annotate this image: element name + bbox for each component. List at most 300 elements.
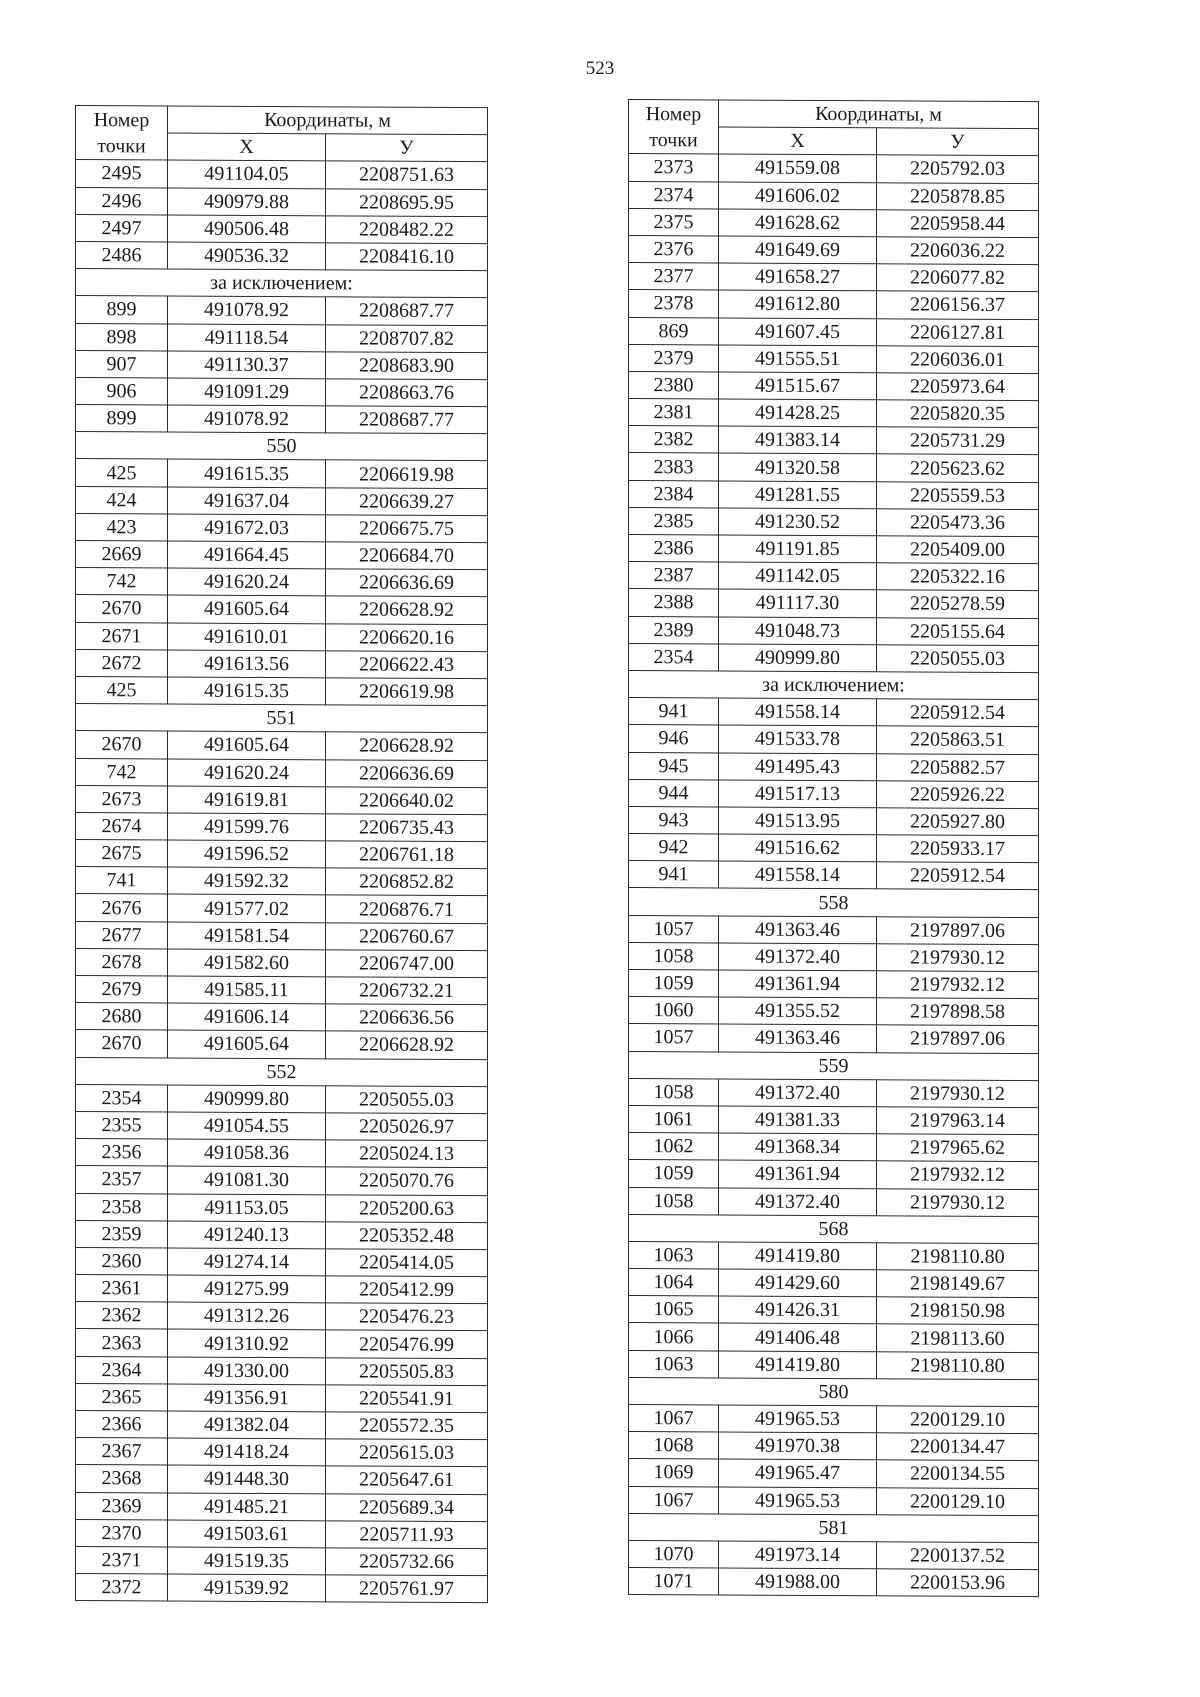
y-coordinate-cell: 2206036.22 <box>877 237 1039 265</box>
point-number-cell: 2371 <box>76 1546 168 1574</box>
y-coordinate-cell: 2205412.99 <box>326 1276 488 1304</box>
y-coordinate-cell: 2205026.97 <box>326 1113 488 1141</box>
x-coordinate-cell: 491048.73 <box>719 617 877 645</box>
y-coordinate-cell: 2206760.67 <box>326 922 488 950</box>
table-row <box>76 350 488 379</box>
table-row <box>629 1296 1039 1325</box>
coordinates-table-left <box>75 105 488 1603</box>
point-number-cell: 869 <box>629 317 719 345</box>
point-number-cell: 2680 <box>76 1003 168 1031</box>
point-number-cell: 2387 <box>629 562 719 590</box>
point-number-cell: 2367 <box>76 1438 168 1466</box>
point-number-cell: 2380 <box>629 371 719 399</box>
point-number-cell: 741 <box>76 867 168 895</box>
coordinates-header: Координаты, м <box>168 106 488 135</box>
y-coordinate-cell: 2200134.47 <box>877 1433 1039 1461</box>
table-body-left <box>76 160 488 1603</box>
y-coordinate-cell: 2208482.22 <box>326 216 488 244</box>
point-number-cell: 2355 <box>76 1111 168 1139</box>
x-coordinate-cell: 491153.05 <box>168 1193 326 1221</box>
point-number-cell: 2370 <box>76 1519 168 1547</box>
table-row <box>76 976 488 1005</box>
table-row <box>629 1432 1039 1461</box>
point-number-cell: 1067 <box>629 1486 719 1514</box>
y-coordinate-cell: 2197930.12 <box>877 1188 1039 1216</box>
y-coordinate-cell: 2205070.76 <box>326 1167 488 1195</box>
table-row <box>76 1438 488 1467</box>
point-number-cell: 2385 <box>629 507 719 535</box>
x-coordinate-cell: 491274.14 <box>168 1248 326 1276</box>
x-coordinate-cell: 491281.55 <box>719 481 877 509</box>
y-coordinate-cell: 2206619.98 <box>326 678 488 706</box>
y-coordinate-cell: 2205792.03 <box>877 155 1039 183</box>
y-coordinate-cell: 2205882.57 <box>877 753 1039 781</box>
table-row <box>76 758 488 787</box>
x-coordinate-cell: 490999.80 <box>168 1085 326 1113</box>
point-number-cell: 2675 <box>76 840 168 868</box>
table-row <box>76 1166 488 1195</box>
y-column-header: У <box>877 128 1039 156</box>
point-number-cell: 2674 <box>76 812 168 840</box>
x-coordinate-cell: 490536.32 <box>168 242 326 270</box>
section-label: 552 <box>76 1057 488 1086</box>
point-number-cell: 1058 <box>629 1187 719 1215</box>
point-number-cell: 424 <box>76 486 168 514</box>
table-row <box>629 698 1039 727</box>
point-number-header <box>76 106 168 161</box>
y-coordinate-cell: 2205647.61 <box>326 1466 488 1494</box>
point-number-cell: 1057 <box>629 1024 719 1052</box>
x-coordinate-cell: 491310.92 <box>168 1329 326 1357</box>
table-row <box>76 377 488 406</box>
y-coordinate-cell: 2208683.90 <box>326 351 488 379</box>
point-number-cell: 2671 <box>76 622 168 650</box>
point-number-cell: 1061 <box>629 1105 719 1133</box>
x-coordinate-cell: 491658.27 <box>719 263 877 291</box>
table-row <box>76 1111 488 1140</box>
table-row <box>76 1139 488 1168</box>
x-coordinate-cell: 491628.62 <box>719 209 877 237</box>
y-coordinate-cell: 2205055.03 <box>326 1086 488 1114</box>
table-row <box>76 840 488 869</box>
x-coordinate-cell: 491965.53 <box>719 1405 877 1433</box>
point-number-cell: 2377 <box>629 263 719 291</box>
y-coordinate-cell: 2200137.52 <box>877 1542 1039 1570</box>
table-row <box>629 480 1039 509</box>
coordinates-table-right <box>628 99 1039 1597</box>
table-row <box>76 1329 488 1358</box>
point-number-cell: 2357 <box>76 1166 168 1194</box>
x-coordinate-cell: 491965.47 <box>719 1459 877 1487</box>
table-row <box>629 344 1039 373</box>
point-number-header <box>629 100 719 155</box>
section-label: 568 <box>629 1214 1039 1243</box>
point-number-cell: 742 <box>76 568 168 596</box>
table-row <box>76 595 488 624</box>
point-number-cell: 943 <box>629 806 719 834</box>
y-coordinate-cell: 2206876.71 <box>326 895 488 923</box>
y-coordinate-cell: 2205926.22 <box>877 780 1039 808</box>
table-row <box>76 1492 488 1521</box>
x-coordinate-cell: 491382.04 <box>168 1411 326 1439</box>
x-coordinate-cell: 491361.94 <box>719 1160 877 1188</box>
point-number-cell: 2356 <box>76 1139 168 1167</box>
table-row <box>629 290 1039 319</box>
x-coordinate-cell: 491361.94 <box>719 970 877 998</box>
table-row <box>629 915 1039 944</box>
point-number-cell: 907 <box>76 350 168 378</box>
y-coordinate-cell: 2206732.21 <box>326 977 488 1005</box>
y-coordinate-cell: 2205476.99 <box>326 1330 488 1358</box>
x-coordinate-cell: 491620.24 <box>168 758 326 786</box>
x-coordinate-cell: 491973.14 <box>719 1541 877 1569</box>
y-coordinate-cell: 2205623.62 <box>877 454 1039 482</box>
x-coordinate-cell: 490979.88 <box>168 188 326 216</box>
point-number-cell: 1066 <box>629 1323 719 1351</box>
y-coordinate-cell: 2206684.70 <box>326 542 488 570</box>
x-coordinate-cell: 490999.80 <box>719 644 877 672</box>
point-number-cell: 2360 <box>76 1247 168 1275</box>
x-coordinate-cell: 491664.45 <box>168 541 326 569</box>
point-number-cell: 2383 <box>629 453 719 481</box>
x-coordinate-cell: 490506.48 <box>168 215 326 243</box>
y-coordinate-cell: 2198110.80 <box>877 1243 1039 1271</box>
x-coordinate-cell: 491513.95 <box>719 807 877 835</box>
point-number-cell: 2361 <box>76 1275 168 1303</box>
y-coordinate-cell: 2205559.53 <box>877 481 1039 509</box>
x-coordinate-cell: 491558.14 <box>719 861 877 889</box>
table-row <box>76 867 488 896</box>
point-number-cell: 2358 <box>76 1193 168 1221</box>
point-number-cell: 2365 <box>76 1383 168 1411</box>
point-number-cell: 1058 <box>629 942 719 970</box>
table-row <box>76 812 488 841</box>
y-coordinate-cell: 2205761.97 <box>326 1575 488 1603</box>
page-number: 523 <box>585 58 615 79</box>
y-coordinate-cell: 2205933.17 <box>877 835 1039 863</box>
table-row <box>629 806 1039 835</box>
y-coordinate-cell: 2205863.51 <box>877 726 1039 754</box>
table-row <box>76 1302 488 1331</box>
point-number-cell: 2382 <box>629 426 719 454</box>
x-coordinate-cell: 491356.91 <box>168 1384 326 1412</box>
y-coordinate-cell: 2206675.75 <box>326 515 488 543</box>
point-number-cell: 1062 <box>629 1133 719 1161</box>
point-number-cell: 2376 <box>629 235 719 263</box>
point-number-cell: 2354 <box>629 643 719 671</box>
section-row <box>629 1377 1039 1406</box>
x-coordinate-cell: 491372.40 <box>719 1079 877 1107</box>
y-coordinate-cell: 2200134.55 <box>877 1460 1039 1488</box>
table-row <box>76 459 488 488</box>
y-coordinate-cell: 2205541.91 <box>326 1385 488 1413</box>
point-number-cell: 2354 <box>76 1084 168 1112</box>
table-row <box>629 208 1039 237</box>
section-label: 581 <box>629 1513 1039 1542</box>
x-coordinate-cell: 491081.30 <box>168 1166 326 1194</box>
x-coordinate-cell: 491448.30 <box>168 1465 326 1493</box>
x-coordinate-cell: 491495.43 <box>719 752 877 780</box>
table-row <box>76 1356 488 1385</box>
section-row <box>76 432 488 461</box>
y-coordinate-cell: 2198149.67 <box>877 1270 1039 1298</box>
point-number-cell: 2378 <box>629 290 719 318</box>
table-row <box>76 1247 488 1276</box>
table-row <box>629 453 1039 482</box>
table-row <box>76 513 488 542</box>
x-coordinate-cell: 491383.14 <box>719 426 877 454</box>
y-coordinate-cell: 2205732.66 <box>326 1548 488 1576</box>
point-number-cell: 1058 <box>629 1078 719 1106</box>
y-coordinate-cell: 2208751.63 <box>326 161 488 189</box>
table-row <box>76 1193 488 1222</box>
table-row <box>629 861 1039 890</box>
y-coordinate-cell: 2206077.82 <box>877 264 1039 292</box>
point-number-cell: 2373 <box>629 154 719 182</box>
x-coordinate-cell: 491419.80 <box>719 1242 877 1270</box>
x-coordinate-cell: 491312.26 <box>168 1302 326 1330</box>
y-coordinate-cell: 2205912.54 <box>877 862 1039 890</box>
y-coordinate-cell: 2205878.85 <box>877 182 1039 210</box>
y-coordinate-cell: 2208687.77 <box>326 297 488 325</box>
point-number-cell: 2375 <box>629 208 719 236</box>
table-row <box>629 399 1039 428</box>
x-coordinate-cell: 491965.53 <box>719 1487 877 1515</box>
table-row <box>629 1187 1039 1216</box>
x-coordinate-cell: 491054.55 <box>168 1112 326 1140</box>
y-coordinate-cell: 2200153.96 <box>877 1569 1039 1597</box>
y-coordinate-cell: 2206036.01 <box>877 345 1039 373</box>
y-coordinate-cell: 2205322.16 <box>877 563 1039 591</box>
y-coordinate-cell: 2200129.10 <box>877 1487 1039 1515</box>
point-number-cell: 1063 <box>629 1241 719 1269</box>
table-row <box>76 1465 488 1494</box>
x-coordinate-cell: 491599.76 <box>168 813 326 841</box>
y-coordinate-cell: 2205024.13 <box>326 1140 488 1168</box>
point-number-cell: 2676 <box>76 894 168 922</box>
table-row <box>629 1160 1039 1189</box>
section-row <box>76 704 488 733</box>
y-coordinate-cell: 2205927.80 <box>877 808 1039 836</box>
point-number-cell: 898 <box>76 323 168 351</box>
section-row <box>629 888 1039 917</box>
section-row <box>629 670 1039 699</box>
y-coordinate-cell: 2197930.12 <box>877 1080 1039 1108</box>
x-coordinate-cell: 491581.54 <box>168 922 326 950</box>
y-coordinate-cell: 2205912.54 <box>877 699 1039 727</box>
y-coordinate-cell: 2206628.92 <box>326 596 488 624</box>
y-coordinate-cell: 2205572.35 <box>326 1412 488 1440</box>
table-row <box>76 676 488 705</box>
y-coordinate-cell: 2206636.69 <box>326 569 488 597</box>
x-coordinate-cell: 491605.64 <box>168 731 326 759</box>
x-coordinate-cell: 491275.99 <box>168 1275 326 1303</box>
x-coordinate-cell: 491372.40 <box>719 1187 877 1215</box>
table-row <box>76 649 488 678</box>
x-coordinate-cell: 491615.35 <box>168 677 326 705</box>
x-coordinate-cell: 491606.02 <box>719 182 877 210</box>
table-row <box>629 725 1039 754</box>
table-row <box>76 1519 488 1548</box>
table-row <box>76 1084 488 1113</box>
table-row <box>629 317 1039 346</box>
table-row <box>76 486 488 515</box>
x-coordinate-cell: 491240.13 <box>168 1221 326 1249</box>
table-row <box>629 371 1039 400</box>
section-row <box>76 1057 488 1086</box>
point-number-cell: 2368 <box>76 1465 168 1493</box>
point-number-cell: 944 <box>629 779 719 807</box>
table-row <box>76 948 488 977</box>
y-coordinate-cell: 2205711.93 <box>326 1521 488 1549</box>
x-coordinate-cell: 491613.56 <box>168 650 326 678</box>
point-number-cell: 2670 <box>76 1030 168 1058</box>
y-coordinate-cell: 2205973.64 <box>877 373 1039 401</box>
table-row <box>629 643 1039 672</box>
section-row <box>629 1513 1039 1542</box>
table-row <box>629 1405 1039 1434</box>
x-coordinate-cell: 491559.08 <box>719 154 877 182</box>
table-row <box>76 1574 488 1603</box>
x-coordinate-cell: 491419.80 <box>719 1351 877 1379</box>
x-coordinate-cell: 491606.14 <box>168 1003 326 1031</box>
y-coordinate-cell: 2206852.82 <box>326 868 488 896</box>
x-coordinate-cell: 491649.69 <box>719 236 877 264</box>
coordinates-header: Координаты, м <box>719 100 1039 129</box>
point-number-cell: 1071 <box>629 1568 719 1596</box>
x-coordinate-cell: 491610.01 <box>168 623 326 651</box>
table-row <box>629 181 1039 210</box>
point-number-cell: 1070 <box>629 1540 719 1568</box>
table-row <box>76 160 488 189</box>
x-coordinate-cell: 491372.40 <box>719 943 877 971</box>
point-number-cell: 425 <box>76 459 168 487</box>
point-number-cell: 2372 <box>76 1574 168 1602</box>
table-row <box>629 507 1039 536</box>
table-body-right <box>629 154 1039 1597</box>
y-coordinate-cell: 2205476.23 <box>326 1303 488 1331</box>
x-coordinate-cell: 491117.30 <box>719 589 877 617</box>
y-coordinate-cell: 2205731.29 <box>877 427 1039 455</box>
point-number-cell: 1063 <box>629 1350 719 1378</box>
y-coordinate-cell: 2205200.63 <box>326 1194 488 1222</box>
table-row <box>76 1003 488 1032</box>
table-row <box>76 1030 488 1059</box>
table-row <box>629 616 1039 645</box>
point-number-cell: 2669 <box>76 541 168 569</box>
table-row <box>76 921 488 950</box>
point-number-cell: 941 <box>629 698 719 726</box>
section-row <box>629 1051 1039 1080</box>
table-row <box>629 562 1039 591</box>
y-coordinate-cell: 2205055.03 <box>877 645 1039 673</box>
y-coordinate-cell: 2205278.59 <box>877 590 1039 618</box>
y-coordinate-cell: 2206628.92 <box>326 732 488 760</box>
table-row <box>629 426 1039 455</box>
point-number-cell: 2678 <box>76 948 168 976</box>
point-number-cell: 1067 <box>629 1405 719 1433</box>
section-row <box>629 1214 1039 1243</box>
x-coordinate-cell: 491516.62 <box>719 834 877 862</box>
x-coordinate-cell: 491142.05 <box>719 562 877 590</box>
x-coordinate-cell: 491620.24 <box>168 568 326 596</box>
x-coordinate-cell: 491363.46 <box>719 916 877 944</box>
x-coordinate-cell: 491605.64 <box>168 1030 326 1058</box>
y-coordinate-cell: 2206622.43 <box>326 651 488 679</box>
x-coordinate-cell: 491130.37 <box>168 351 326 379</box>
x-coordinate-cell: 491558.14 <box>719 698 877 726</box>
table-row <box>76 214 488 243</box>
point-number-cell: 1065 <box>629 1296 719 1324</box>
point-number-cell: 2486 <box>76 241 168 269</box>
x-coordinate-cell: 491078.92 <box>168 296 326 324</box>
point-number-cell: 2670 <box>76 595 168 623</box>
section-label: за исключением: <box>629 670 1039 699</box>
table-row <box>629 1078 1039 1107</box>
y-coordinate-cell: 2197897.06 <box>877 1025 1039 1053</box>
table-row <box>76 731 488 760</box>
x-coordinate-cell: 491426.31 <box>719 1296 877 1324</box>
point-number-header-line1: Номер <box>93 108 150 132</box>
y-coordinate-cell: 2208707.82 <box>326 324 488 352</box>
table-row <box>629 1269 1039 1298</box>
x-coordinate-cell: 491555.51 <box>719 345 877 373</box>
y-coordinate-cell: 2197897.06 <box>877 916 1039 944</box>
x-coordinate-cell: 491418.24 <box>168 1438 326 1466</box>
table-row <box>629 1459 1039 1488</box>
point-number-cell: 1068 <box>629 1432 719 1460</box>
table-row <box>76 1275 488 1304</box>
table-row <box>629 779 1039 808</box>
point-number-cell: 2364 <box>76 1356 168 1384</box>
point-number-cell: 1059 <box>629 970 719 998</box>
x-coordinate-cell: 491519.35 <box>168 1547 326 1575</box>
x-coordinate-cell: 491605.64 <box>168 595 326 623</box>
x-coordinate-cell: 491577.02 <box>168 894 326 922</box>
y-coordinate-cell: 2205958.44 <box>877 210 1039 238</box>
x-coordinate-cell: 491533.78 <box>719 725 877 753</box>
x-coordinate-cell: 491592.32 <box>168 867 326 895</box>
x-coordinate-cell: 491429.60 <box>719 1269 877 1297</box>
y-coordinate-cell: 2206735.43 <box>326 814 488 842</box>
y-coordinate-cell: 2197932.12 <box>877 1161 1039 1189</box>
section-row <box>76 269 488 298</box>
y-coordinate-cell: 2197932.12 <box>877 971 1039 999</box>
x-coordinate-cell: 491320.58 <box>719 453 877 481</box>
section-label: за исключением: <box>76 269 488 298</box>
x-coordinate-cell: 491539.92 <box>168 1574 326 1602</box>
x-coordinate-cell: 491612.80 <box>719 290 877 318</box>
point-number-header-line2: точки <box>97 134 146 158</box>
y-coordinate-cell: 2205352.48 <box>326 1221 488 1249</box>
point-number-cell: 2388 <box>629 589 719 617</box>
x-coordinate-cell: 491363.46 <box>719 1024 877 1052</box>
point-number-cell: 2672 <box>76 649 168 677</box>
x-coordinate-cell: 491672.03 <box>168 514 326 542</box>
x-coordinate-cell: 491230.52 <box>719 508 877 536</box>
y-coordinate-cell: 2198113.60 <box>877 1324 1039 1352</box>
table-row <box>629 589 1039 618</box>
table-row <box>629 1350 1039 1379</box>
y-coordinate-cell: 2206640.02 <box>326 786 488 814</box>
x-coordinate-cell: 491582.60 <box>168 949 326 977</box>
table-row <box>76 1546 488 1575</box>
point-number-cell: 899 <box>76 296 168 324</box>
y-coordinate-cell: 2197898.58 <box>877 998 1039 1026</box>
section-label: 558 <box>629 888 1039 917</box>
point-number-cell: 2359 <box>76 1220 168 1248</box>
y-coordinate-cell: 2206156.37 <box>877 291 1039 319</box>
